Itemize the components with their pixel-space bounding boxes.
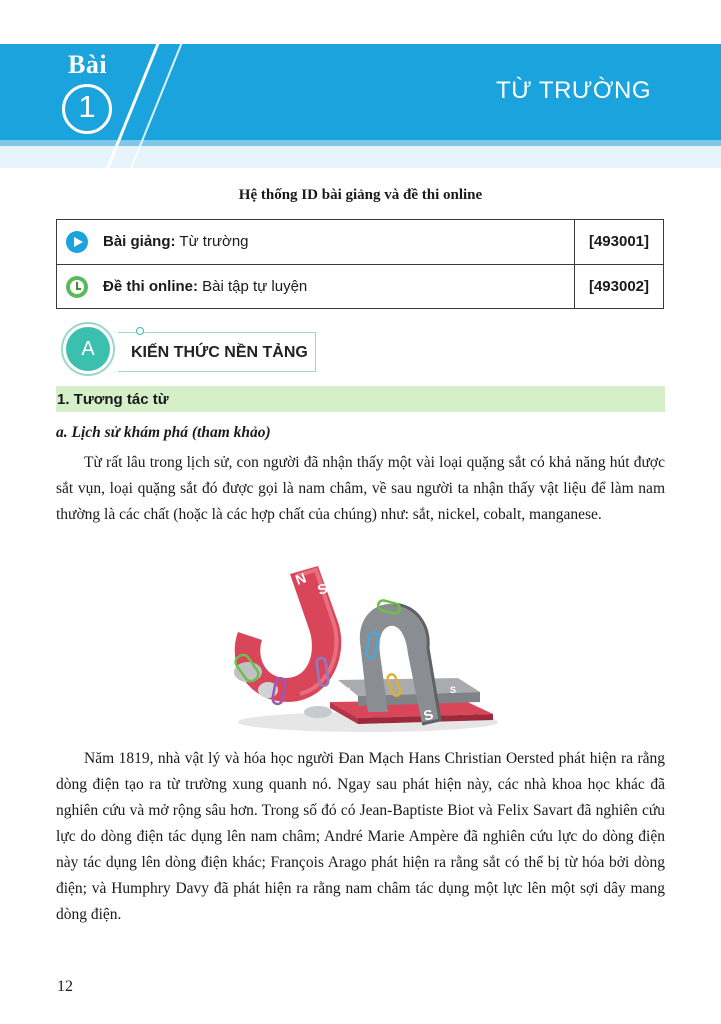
- chapter-title: TỪ TRƯỜNG: [496, 77, 651, 104]
- exam-value: Bài tập tự luyện: [202, 278, 308, 295]
- play-icon: [66, 231, 88, 253]
- clock-icon: [66, 276, 88, 298]
- exam-code-cell: [574, 265, 663, 309]
- exam-label: Đề thi online:: [103, 278, 198, 295]
- lecture-value: Từ trường: [179, 233, 249, 250]
- exam-row[interactable]: [57, 265, 663, 310]
- paragraph-history-text: Từ rất lâu trong lịch sử, con người đã nhận thấy một vài loại quặng sắt có khả năng hút được sắt vụn, loại quặng sắt đó được gọi là nam châm, về sau người ta nhận thấy vật liệu để làm nam thường là các chất (hoặc là các hợp chất của chúng) như: sắt, nickel, cobalt, manganese.: [56, 454, 665, 523]
- lesson-banner: [0, 0, 721, 168]
- section-heading-dot: [136, 327, 144, 335]
- pole-label-N: N: [344, 686, 351, 696]
- section-badge-letter: A: [66, 327, 110, 371]
- pole-label-N: N: [293, 569, 309, 588]
- banner-stripe: [0, 140, 721, 146]
- paragraph-oersted-text: Năm 1819, nhà vật lý và hóa học người Đan Mạch Hans Christian Oersted phát hiện ra rằng dòng điện tạo ra từ trường xung quanh nó. Ngay sau phát hiện này, các nhà khoa học khác đã nghiên cứu và mở rộng sâu hơn. Trong số đó có Jean-Baptiste Biot và Felix Savart đã nghiên cứu lực do dòng điện tác dụng lên nam châm; André Marie Ampère đã nghiên cứu lực do dòng điện này tác dụng lên dòng điện khác; François Arago phát hiện ra rằng sắt có thể bị từ hóa bởi dòng điện; và Humphry Davy đã phát hiện ra rằng nam châm tác dụng một lực lên một sợi dây mang dòng điện.: [56, 750, 665, 923]
- lecture-label: Bài giảng:: [103, 233, 176, 250]
- lecture-text: [103, 233, 249, 250]
- lesson-number: 1: [78, 89, 96, 124]
- pole-label-S: S: [315, 579, 330, 598]
- subsection-title: 1. Tương tác từ: [57, 391, 169, 408]
- lesson-label: Bài: [68, 50, 108, 79]
- paragraph-history: [56, 450, 665, 528]
- id-system-table: [56, 219, 664, 309]
- page-number: 12: [57, 978, 73, 995]
- lecture-code: [493001]: [588, 233, 650, 250]
- lecture-code-cell: [574, 220, 663, 264]
- section-title: KIẾN THỨC NỀN TẢNG: [131, 344, 308, 361]
- magnet-illustration: [218, 562, 503, 737]
- exam-text: [103, 278, 307, 295]
- pole-label-S: S: [421, 705, 435, 724]
- magnet-end-cap: [304, 706, 332, 718]
- subsection-subtitle: a. Lịch sử khám phá (tham khảo): [56, 424, 271, 441]
- pole-label-S: S: [450, 685, 457, 695]
- pole-label-N: N: [346, 624, 360, 642]
- exam-code: [493002]: [588, 278, 650, 295]
- bar-magnet-grey: [338, 678, 480, 706]
- paragraph-oersted: [56, 746, 665, 928]
- id-system-caption: Hệ thống ID bài giảng và đề thi online: [238, 187, 483, 203]
- lecture-row[interactable]: [57, 220, 663, 265]
